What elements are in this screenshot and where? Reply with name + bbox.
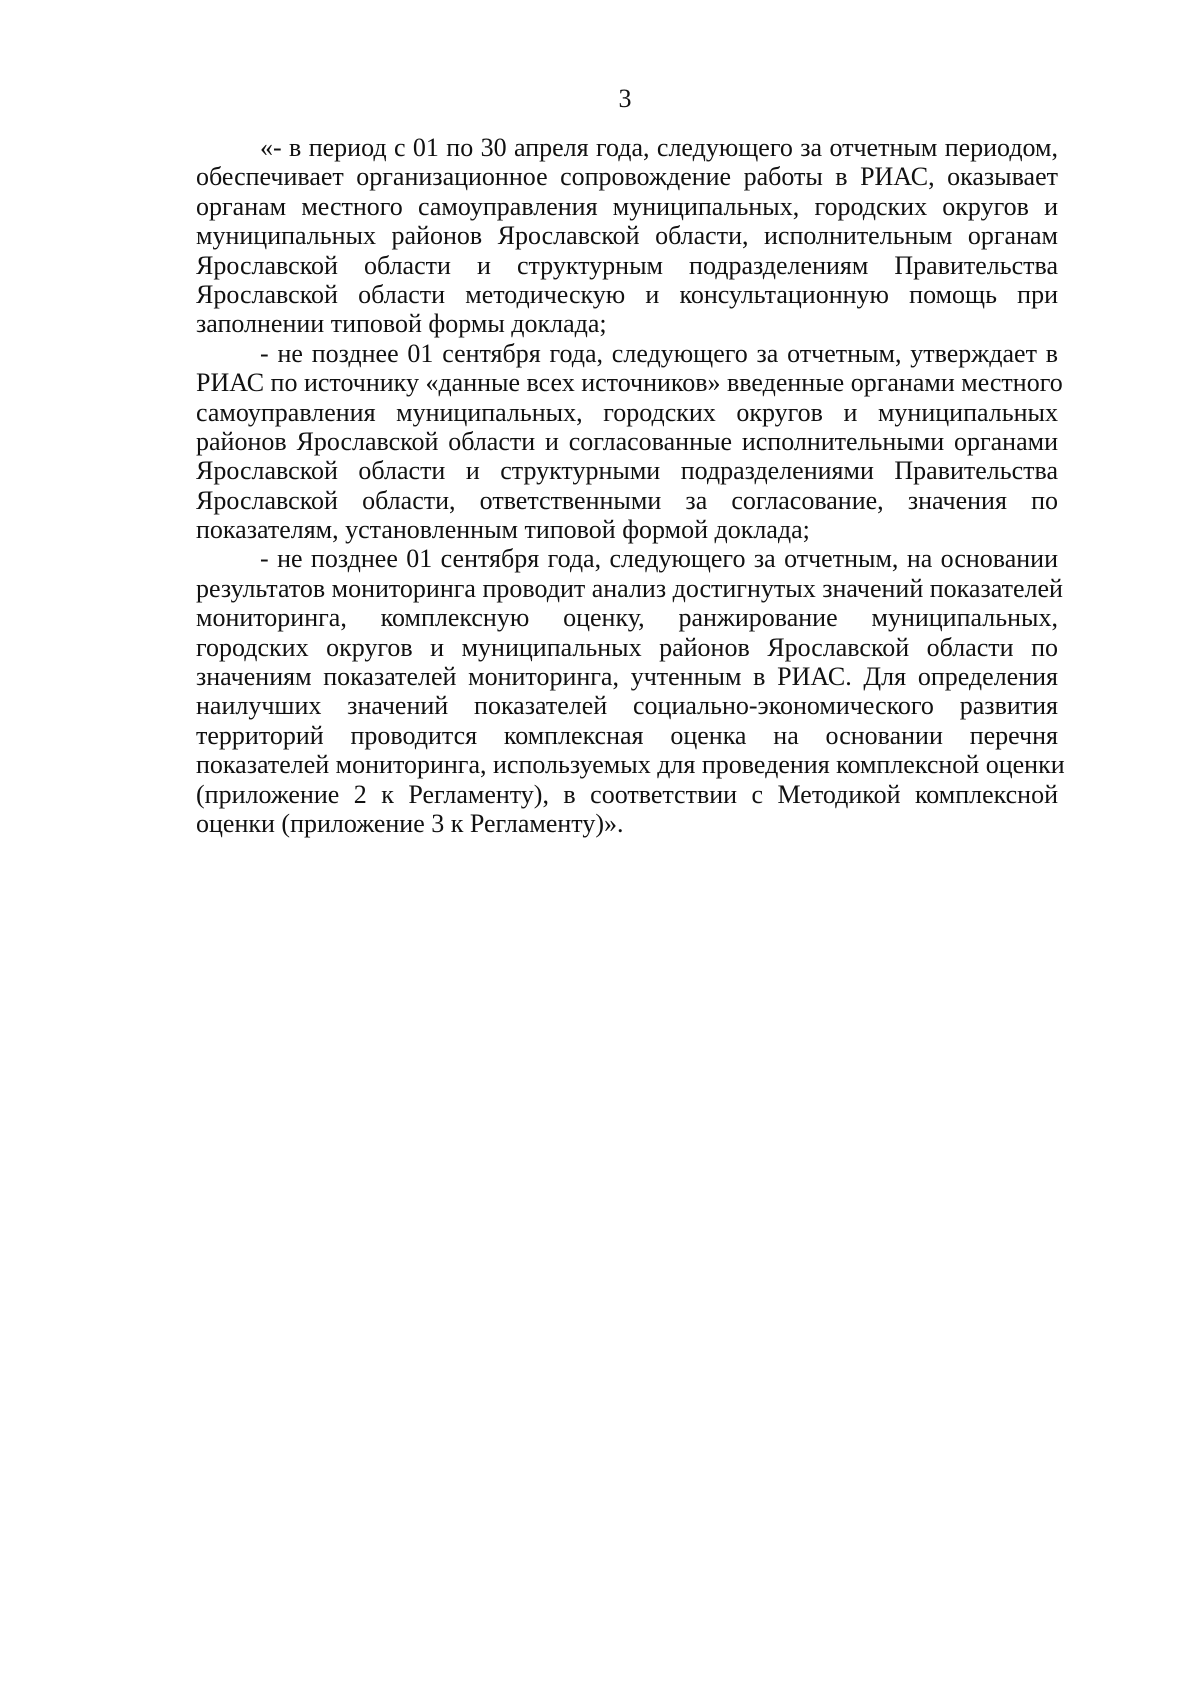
- paragraph: [196, 133, 1058, 339]
- text-line: муниципальных районов Ярославской области, исполнительным органам: [196, 221, 1058, 251]
- text-line: самоуправления муниципальных, городских округов и муниципальных: [196, 397, 1058, 427]
- text-line: органам местного самоуправления муниципальных, городских округов и: [196, 191, 1058, 221]
- paragraph: [196, 338, 1063, 545]
- text-line: значениям показателей мониторинга, учтенным в РИАС. Для определения: [196, 662, 1058, 692]
- text-line: результатов мониторинга проводит анализ достигнутых значений показателей: [196, 573, 1063, 603]
- text-line: оценки (приложение 3 к Регламенту)».: [196, 808, 624, 838]
- document-body: [196, 133, 1065, 838]
- text-line: показателей мониторинга, используемых для проведения комплексной оценки: [196, 750, 1065, 780]
- text-line: Ярославской области и структурными подразделениями Правительства: [196, 456, 1058, 486]
- paragraph: [196, 544, 1065, 838]
- text-line: - не позднее 01 сентября года, следующего за отчетным, на основании: [260, 544, 1058, 574]
- text-line: наилучших значений показателей социально-экономического развития: [196, 691, 1058, 721]
- text-line: районов Ярославской области и согласованные исполнительными органами: [196, 426, 1058, 456]
- text-line: Ярославской области методическую и консультационную помощь при: [196, 279, 1058, 309]
- text-line: заполнении типовой формы доклада;: [196, 309, 607, 339]
- text-line: обеспечивает организационное сопровождение работы в РИАС, оказывает: [196, 162, 1058, 192]
- text-line: Ярославской области и структурным подразделениям Правительства: [196, 250, 1058, 280]
- text-line: территорий проводится комплексная оценка на основании перечня: [196, 720, 1058, 750]
- text-line: городских округов и муниципальных районов Ярославской области по: [196, 632, 1058, 662]
- text-line: (приложение 2 к Регламенту), в соответствии с Методикой комплексной: [196, 779, 1058, 809]
- text-line: РИАС по источнику «данные всех источников» введенные органами местного: [196, 368, 1063, 398]
- text-line: показателям, установленным типовой формой доклада;: [196, 515, 810, 545]
- text-line: «- в период с 01 по 30 апреля года, следующего за отчетным периодом,: [260, 133, 1058, 162]
- text-line: мониторинга, комплексную оценку, ранжирование муниципальных,: [196, 603, 1058, 633]
- page-number: 3: [618, 84, 632, 113]
- text-line: Ярославской области, ответственными за согласование, значения по: [196, 485, 1058, 515]
- text-line: - не позднее 01 сентября года, следующего за отчетным, утверждает в: [260, 338, 1058, 368]
